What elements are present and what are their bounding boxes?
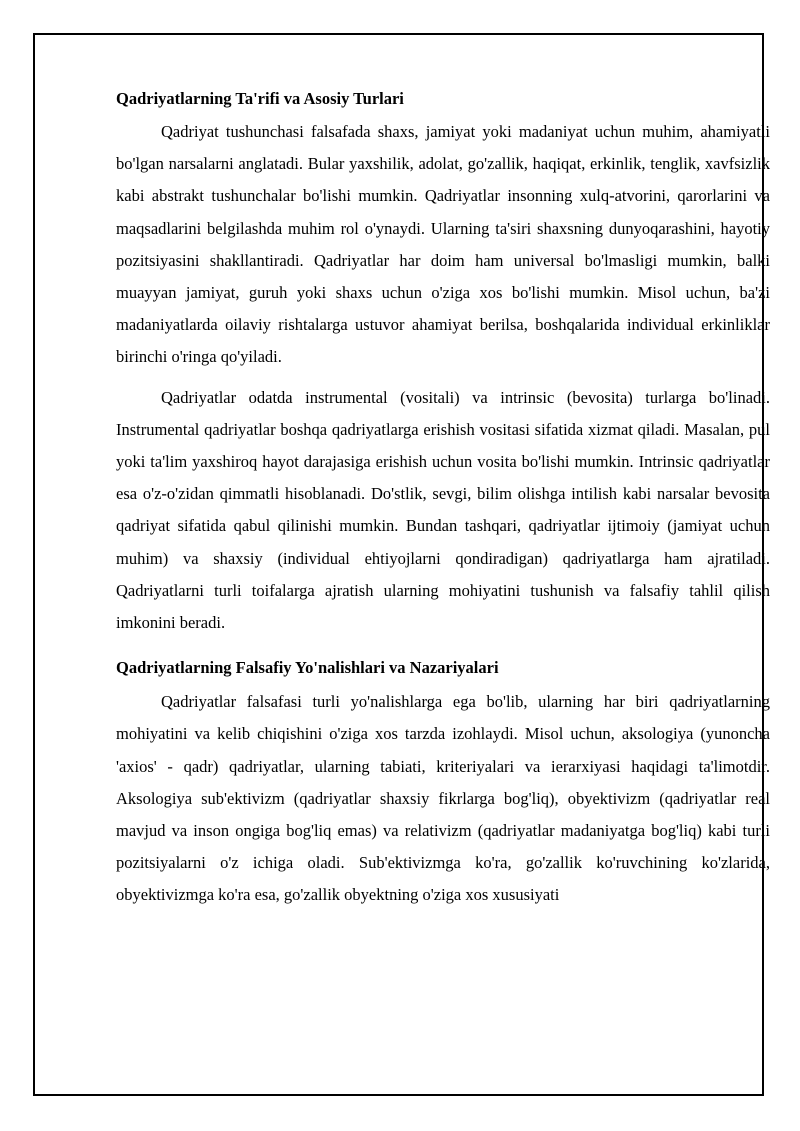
document-body bbox=[116, 86, 770, 912]
paragraph-values-types: Qadriyatlar odatda instrumental (vositali) va intrinsic (bevosita) turlarga bo'linadi. Instrumental qadriyatlar boshqa qadriyatlarga erishish vositasi sifatida xizmat qiladi. Masalan, pul yoki ta'lim yaxshiroq hayot darajasiga erishish uchun vosita bo'lishi mumkin. Intrinsic qadriyatlar esa o'z-o'zidan qimmatli hisoblanadi. Do'stlik, sevgi, bilim olishga intilish kabi narsalar bevosita qadriyat sifatida qabul qilinishi mumkin. Bundan tashqari, qadriyatlar ijtimoiy (jamiyat uchun muhim) va shaxsiy (individual ehtiyojlarni qondiradigan) qadriyatlarga ham ajratiladi. Qadriyatlarni turli toifalarga ajratish ularning mohiyatini tushunish va falsafiy tahlil qilish imkonini beradi. bbox=[116, 387, 770, 633]
paragraph-axiology: Qadriyatlar falsafasi turli yo'nalishlarga ega bo'lib, ularning har biri qadriyatlarning mohiyatini va kelib chiqishini o'ziga xos tarzda izohlaydi. Misol uchun, aksologiya (yunoncha 'axios' - qadr) qadriyatlar, ularning tabiati, kriteriyalari va ierarxiyasi haqidagi ta'limotdir. Aksologiya sub'ektivizm (qadriyatlar shaxsiy fikrlarga bog'liq), obyektivizm (qadriyatlar real mavjud va inson ongiga bog'liq emas) va relativizm (qadriyatlar madaniyatga bog'liq) kabi turli pozitsiyalarni o'z ichiga oladi. Sub'ektivizmga ko'ra, go'zallik ko'ruvchining ko'zlarida, obyektivizmga ko'ra esa, go'zallik obyektning o'ziga xos xususiyati bbox=[116, 692, 770, 905]
section-heading-philosophy: Qadriyatlarning Falsafiy Yo'nalishlari va Nazariyalari bbox=[116, 658, 499, 678]
section-heading-definition: Qadriyatlarning Ta'rifi va Asosiy Turlari bbox=[116, 89, 404, 108]
paragraph-values-concept: Qadriyat tushunchasi falsafada shaxs, jamiyat yoki madaniyat uchun muhim, ahamiyatli bo'lgan narsalarni anglatadi. Bular yaxshilik, adolat, go'zallik, haqiqat, erkinlik, tenglik, xavfsizlik kabi abstrakt tushunchalar bo'lishi mumkin. Qadriyatlar insonning xulq-atvorini, qarorlarini va maqsadlarini belgilashda muhim rol o'ynaydi. Ularning ta'siri shaxsning dunyoqarashini, hayotiy pozitsiyasini shakllantiradi. Qadriyatlar har doim ham universal bo'lmasligi mumkin, balki muayyan jamiyat, guruh yoki shaxs uchun o'ziga xos bo'lishi mumkin. Misol uchun, ba'zi madaniyatlarda oilaviy rishtalarga ustuvor ahamiyat berilsa, boshqalarida individual erkinliklar birinchi o'ringa qo'yiladi. bbox=[116, 122, 770, 367]
